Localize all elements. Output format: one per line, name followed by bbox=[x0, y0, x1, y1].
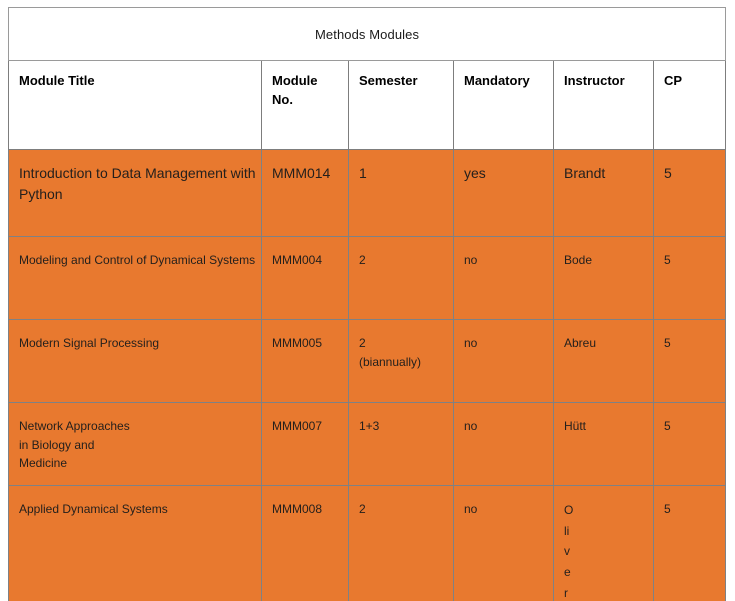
cell-module-title: Modeling and Control of Dynamical Systems bbox=[9, 237, 262, 320]
column-header-module-no-line-1: Module bbox=[272, 73, 318, 88]
cell-module-no: MMM007 bbox=[262, 403, 349, 486]
cell-instructor-text: Oliver bbox=[564, 503, 574, 600]
column-header-mandatory[interactable]: Mandatory bbox=[454, 61, 554, 150]
cell-cp: 5 bbox=[654, 150, 726, 237]
cell-module-no bbox=[262, 150, 349, 237]
column-header-module-title[interactable]: Module Title bbox=[9, 61, 262, 150]
cell-semester bbox=[349, 320, 454, 403]
cell-semester-line-2: (biannually) bbox=[359, 354, 422, 369]
column-header-instructor[interactable]: Instructor bbox=[554, 61, 654, 150]
cell-module-no-text: MMM014 bbox=[272, 165, 331, 181]
cell-module-no: MMM005 bbox=[262, 320, 349, 403]
cell-module-title bbox=[9, 403, 262, 486]
cell-module-title-line-2: in Biology and bbox=[19, 437, 95, 452]
table-row[interactable] bbox=[9, 150, 726, 237]
cell-cp: 5 bbox=[654, 403, 726, 486]
cell-mandatory: no bbox=[454, 486, 554, 601]
cell-cp: 5 bbox=[654, 320, 726, 403]
table-row[interactable] bbox=[9, 486, 726, 601]
cell-module-no: MMM004 bbox=[262, 237, 349, 320]
cell-module-title-line-1: Network Approaches bbox=[19, 419, 130, 433]
cell-semester: 2 bbox=[349, 237, 454, 320]
cell-instructor: Abreu bbox=[554, 320, 654, 403]
methods-modules-table-container bbox=[8, 7, 725, 601]
cell-cp: 5 bbox=[654, 237, 726, 320]
cell-module-no bbox=[262, 486, 349, 601]
cell-module-title: Introduction to Data Management with Python bbox=[9, 150, 262, 237]
methods-modules-table bbox=[8, 7, 726, 601]
table-title-row bbox=[9, 8, 726, 61]
table-row[interactable] bbox=[9, 320, 726, 403]
column-header-cp[interactable]: CP bbox=[654, 61, 726, 150]
cell-module-title: Modern Signal Processing bbox=[9, 320, 262, 403]
cell-module-title-line-3: Medicine bbox=[19, 456, 68, 471]
cell-semester-line-1: 2 bbox=[359, 336, 366, 350]
cell-module-no-text: MMM008 bbox=[272, 502, 323, 516]
cell-instructor: Hütt bbox=[554, 403, 654, 486]
cell-semester: 2 bbox=[349, 486, 454, 601]
cell-instructor: Bode bbox=[554, 237, 654, 320]
cell-semester: 1+3 bbox=[349, 403, 454, 486]
cell-instructor bbox=[554, 486, 654, 601]
cell-mandatory: no bbox=[454, 237, 554, 320]
cell-mandatory: yes bbox=[454, 150, 554, 237]
column-header-module-no-line-2: No. bbox=[272, 91, 293, 107]
cell-instructor: Brandt bbox=[554, 150, 654, 237]
cell-cp: 5 bbox=[654, 486, 726, 601]
cell-semester: 1 bbox=[349, 150, 454, 237]
column-header-module-no[interactable] bbox=[262, 61, 349, 150]
table-row[interactable] bbox=[9, 237, 726, 320]
cell-mandatory: no bbox=[454, 320, 554, 403]
column-header-semester[interactable]: Semester bbox=[349, 61, 454, 150]
table-row[interactable] bbox=[9, 403, 726, 486]
cell-module-title: Applied Dynamical Systems bbox=[9, 486, 262, 601]
table-title: Methods Modules bbox=[9, 8, 726, 61]
cell-mandatory: no bbox=[454, 403, 554, 486]
table-header-row bbox=[9, 61, 726, 150]
